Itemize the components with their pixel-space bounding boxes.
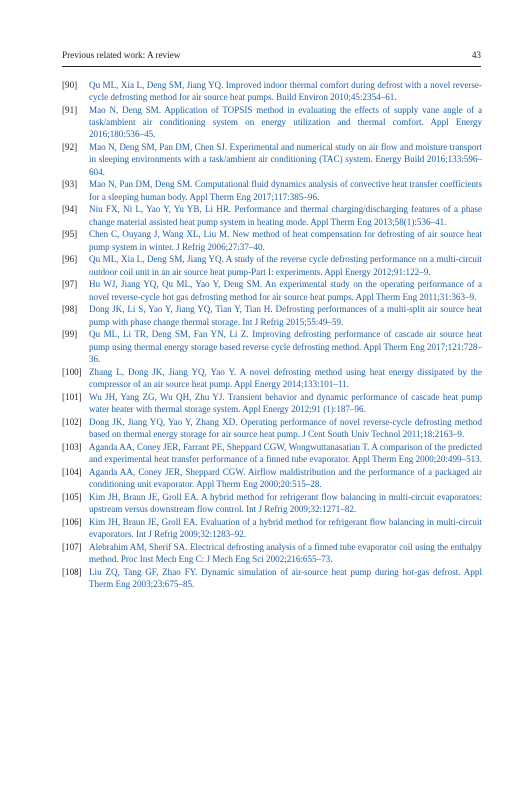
header-rule bbox=[62, 66, 481, 67]
reference-item bbox=[62, 228, 482, 252]
reference-item bbox=[62, 466, 482, 490]
reference-number: [94] bbox=[62, 204, 78, 215]
reference-number: [105] bbox=[62, 491, 82, 502]
reference-item bbox=[62, 278, 482, 302]
reference-link[interactable]: Zhang L, Dong JK, Jiang YQ, Yao Y. A novel defrosting method using heat energy dissipated by the compressor of an air source heat pump. Appl Energy 2014;133:101–11. bbox=[89, 366, 482, 389]
reference-link[interactable]: Chen C, Ouyang J, Wang XL, Liu M. New method of heat compensation for defrosting of air source heat pump system in winter. J Refrig 2006;27:37–40. bbox=[89, 229, 482, 252]
reference-link[interactable]: Aganda AA, Coney JER, Farrant PE, Sheppard CGW, Wongwuttanasatian T. A comparison of the predicted and experimental heat transfer performance of a finned tube evaporator. Appl Therm Eng 2000;20:499–513. bbox=[89, 441, 483, 464]
reference-link[interactable]: Kim JH, Braun JE, Groll EA. A hybrid method for refrigerant flow balancing in multi-circuit evaporators: upstream versus downstream flow control. Int J Refrig 2009;32:1271–82. bbox=[89, 491, 482, 514]
reference-item bbox=[62, 203, 482, 227]
reference-link[interactable]: Aganda AA, Coney JER, Sheppard CGW. Airflow maldistribution and the performance of a packaged air conditioning unit evaporator. Appl Therm Eng 2000;20:515–28. bbox=[89, 466, 482, 489]
reference-link[interactable]: Qu ML, Xia L, Deng SM, Jiang YQ. Improved indoor thermal comfort during defrost with a novel reverse-cycle defrosting method for air source heat pumps. Build Environ 2010;45:2354–61. bbox=[89, 80, 482, 103]
reference-item bbox=[62, 79, 482, 103]
reference-number: [90] bbox=[62, 80, 78, 90]
running-title: Previous related work: A review bbox=[62, 50, 181, 60]
reference-link[interactable]: Liu ZQ, Tang GF, Zhao FY. Dynamic simulation of air-source heat pump during hot-gas defrost. Appl Therm Eng 2003;23:675–85. bbox=[89, 566, 482, 589]
reference-item bbox=[62, 566, 482, 590]
reference-item bbox=[62, 441, 482, 465]
reference-link[interactable]: Alebrahim AM, Sherif SA. Electrical defrosting analysis of a finned tube evaporator coil using the enthalpy method. Proc Inst Mech Eng C: J Mech Eng Sci 2002;216:655–73. bbox=[89, 541, 482, 564]
reference-item bbox=[62, 141, 482, 178]
reference-link[interactable]: Kim JH, Braun JE, Groll EA. Evaluation of a hybrid method for refrigerant flow balancing in multi-circuit evaporators. Int J Refrig 2009;32:1283–92. bbox=[89, 516, 482, 539]
reference-number: [99] bbox=[62, 329, 78, 340]
reference-number: [101] bbox=[62, 391, 82, 402]
reference-number: [96] bbox=[62, 254, 78, 265]
running-header bbox=[62, 50, 481, 64]
reference-item bbox=[62, 516, 482, 540]
reference-item bbox=[62, 491, 482, 515]
reference-number: [97] bbox=[62, 279, 78, 290]
page-number: 43 bbox=[471, 50, 481, 60]
reference-link[interactable]: Qu ML, Xia L, Deng SM, Jiang YQ. A study of the reverse cycle defrosting performance on a multi-circuit outdoor coil unit in an air source heat pump-Part I: experiments. Appl Energy 2012;91:122–9. bbox=[89, 254, 482, 277]
reference-item bbox=[62, 303, 482, 327]
reference-link[interactable]: Mao N, Deng SM, Pan DM, Chen SJ. Experimental and numerical study on air flow and moisture transport in sleeping environments with a task/ambient air conditioning (TAC) system. Energy Build 2016;133:596–604. bbox=[89, 142, 482, 177]
reference-link[interactable]: Dong JK, Jiang YQ, Yao Y, Zhang XD. Operating performance of novel reverse-cycle defrosting method based on thermal energy storage for air source heat pump. J Cent South Univ Technol 2011;18:2163–9. bbox=[89, 416, 482, 439]
reference-link[interactable]: Qu ML, Li TR, Deng SM, Fan YN, Li Z. Improving defrosting performance of cascade air source heat pump using thermal energy storage based reverse cycle defrosting method. Appl Therm Eng 2017;121:728–36. bbox=[89, 329, 482, 364]
reference-item bbox=[62, 391, 482, 415]
reference-number: [107] bbox=[62, 541, 82, 552]
reference-number: [100] bbox=[62, 366, 82, 377]
reference-number: [102] bbox=[62, 416, 82, 427]
reference-number: [92] bbox=[62, 142, 78, 153]
reference-item bbox=[62, 253, 482, 277]
reference-link[interactable]: Mao N, Deng SM. Application of TOPSIS method in evaluating the effects of supply vane angle of a task/ambient air conditioning system on energy utilization and thermal comfort. Appl Energy 2016;180:536–45. bbox=[89, 105, 482, 140]
reference-item bbox=[62, 104, 482, 141]
reference-number: [106] bbox=[62, 516, 82, 527]
reference-item bbox=[62, 366, 482, 390]
reference-number: [95] bbox=[62, 229, 78, 240]
reference-link[interactable]: Hu WJ, Jiang YQ, Qu ML, Yao Y, Deng SM. An experimental study on the operating performance of a novel reverse-cycle hot gas defrosting method for air source heat pumps. Appl Therm Eng 2011;31:363–9. bbox=[89, 279, 482, 302]
reference-list bbox=[62, 79, 482, 591]
reference-item bbox=[62, 178, 482, 202]
reference-link[interactable]: Mao N, Pan DM, Deng SM. Computational fluid dynamics analysis of convective heat transfer coefficients for a sleeping human body. Appl Therm Eng 2017;117:385–96. bbox=[89, 179, 482, 202]
reference-number: [103] bbox=[62, 441, 82, 452]
reference-link[interactable]: Dong JK, Li S, Yao Y, Jiang YQ, Tian Y, Tian H. Defrosting performances of a multi-split air source heat pump with phase change thermal storage. Int J Refrig 2015;55:49–59. bbox=[89, 304, 482, 327]
reference-number: [91] bbox=[62, 105, 78, 115]
reference-number: [98] bbox=[62, 304, 78, 315]
reference-number: [108] bbox=[62, 566, 82, 577]
reference-item bbox=[62, 328, 482, 365]
reference-item bbox=[62, 416, 482, 440]
reference-link[interactable]: Wu JH, Yang ZG, Wu QH, Zhu YJ. Transient behavior and dynamic performance of cascade heat pump water heater with thermal storage system. Appl Energy 2012;91 (1):187–96. bbox=[89, 391, 482, 414]
reference-item bbox=[62, 541, 482, 565]
reference-link[interactable]: Niu FX, Ni L, Yao Y, Yu YB, Li HR. Performance and thermal charging/discharging features of a phase change material assisted heat pump system in heating mode. Appl Therm Eng 2013;58(1):536–41. bbox=[89, 204, 482, 227]
reference-number: [93] bbox=[62, 179, 78, 190]
reference-number: [104] bbox=[62, 466, 82, 477]
